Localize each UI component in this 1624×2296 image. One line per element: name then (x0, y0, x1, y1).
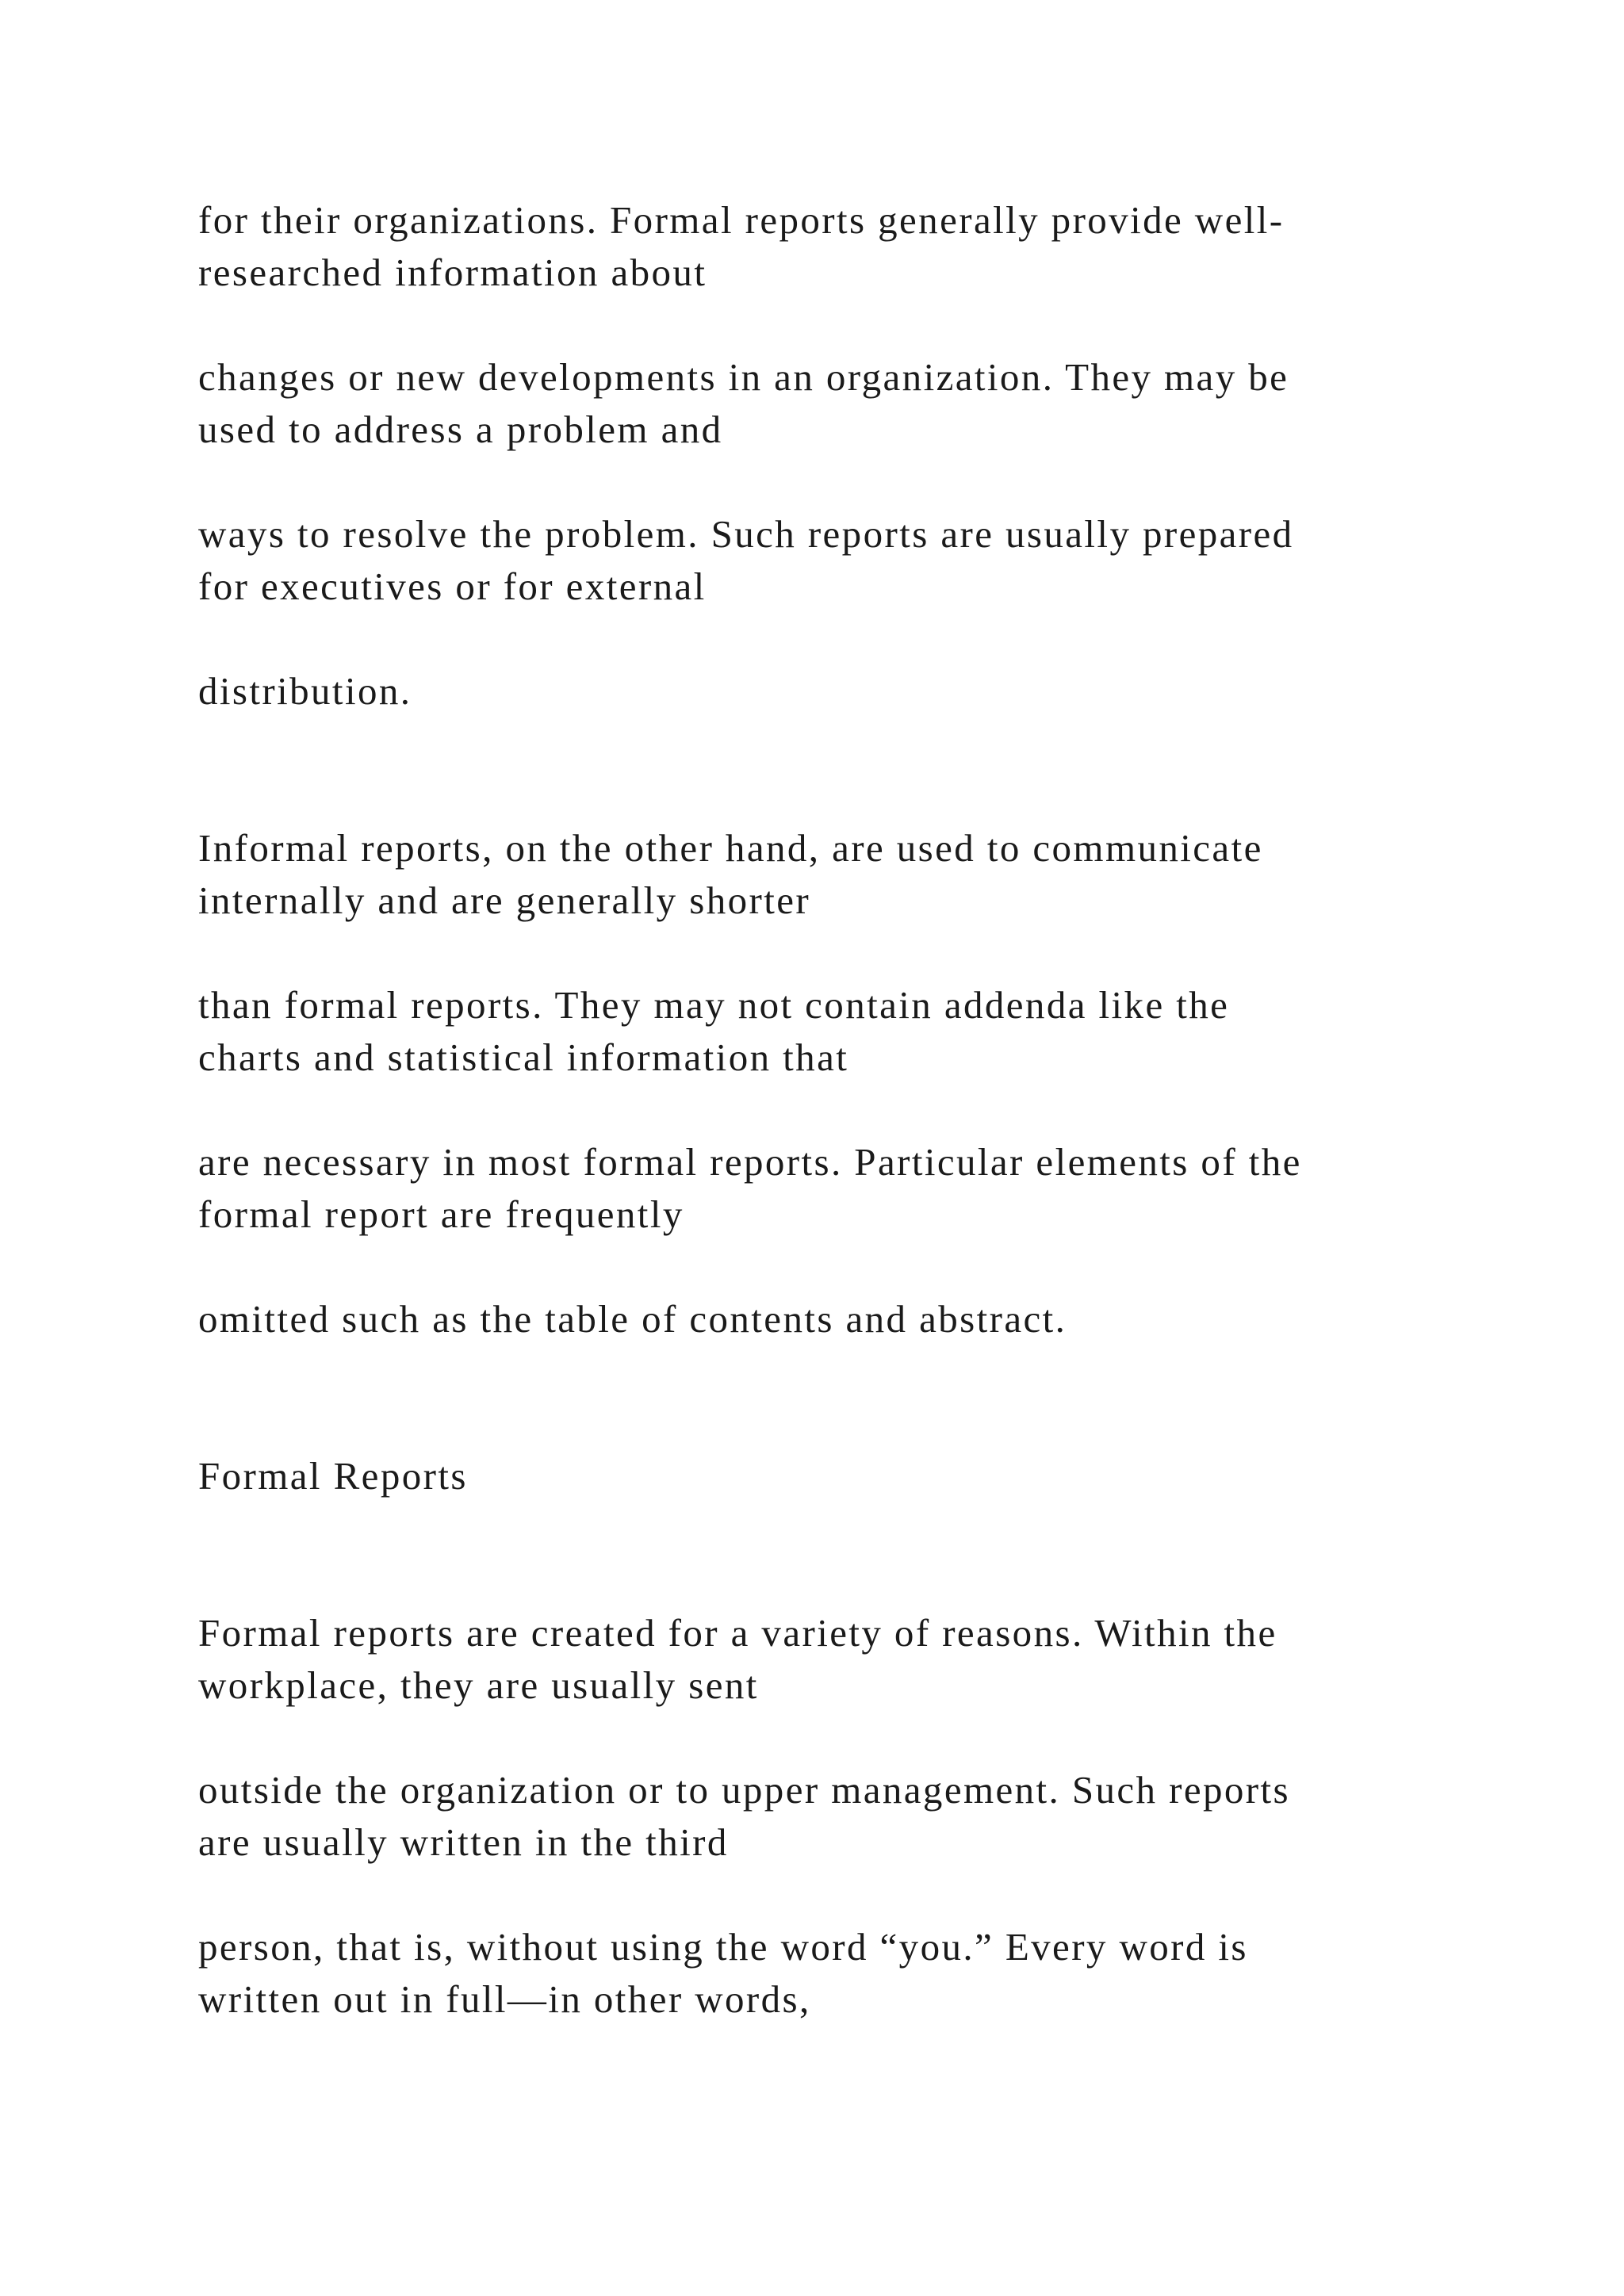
paragraph-changes-developments: changes or new developments in an organization. They may be used to address a problem and (198, 355, 1289, 451)
paragraph-omitted-contents: omitted such as the table of contents and abstract. (198, 1297, 1067, 1341)
paragraph-distribution: distribution. (198, 669, 412, 713)
paragraph-outside-organization: outside the organization or to upper management. Such reports are usually written in the third (198, 1768, 1290, 1864)
paragraph-resolve-problem: ways to resolve the problem. Such reports are usually prepared for executives or for external (198, 512, 1294, 608)
paragraph-necessary-elements: are necessary in most formal reports. Particular elements of the formal report are frequently (198, 1140, 1302, 1236)
paragraph-informal-reports: Informal reports, on the other hand, are used to communicate internally and are generally shorter (198, 826, 1263, 922)
paragraph-variety-of-reasons: Formal reports are created for a variety of reasons. Within the workplace, they are usually sent (198, 1611, 1277, 1707)
paragraph-third-person: person, that is, without using the word “you.” Every word is written out in full—in other words, (198, 1925, 1248, 2021)
paragraph-than-formal-reports: than formal reports. They may not contain addenda like the charts and statistical information that (198, 983, 1230, 1079)
section-heading-formal-reports: Formal Reports (198, 1454, 468, 1498)
paragraph-formal-reports-intro: for their organizations. Formal reports generally provide well- researched information about (198, 198, 1285, 294)
